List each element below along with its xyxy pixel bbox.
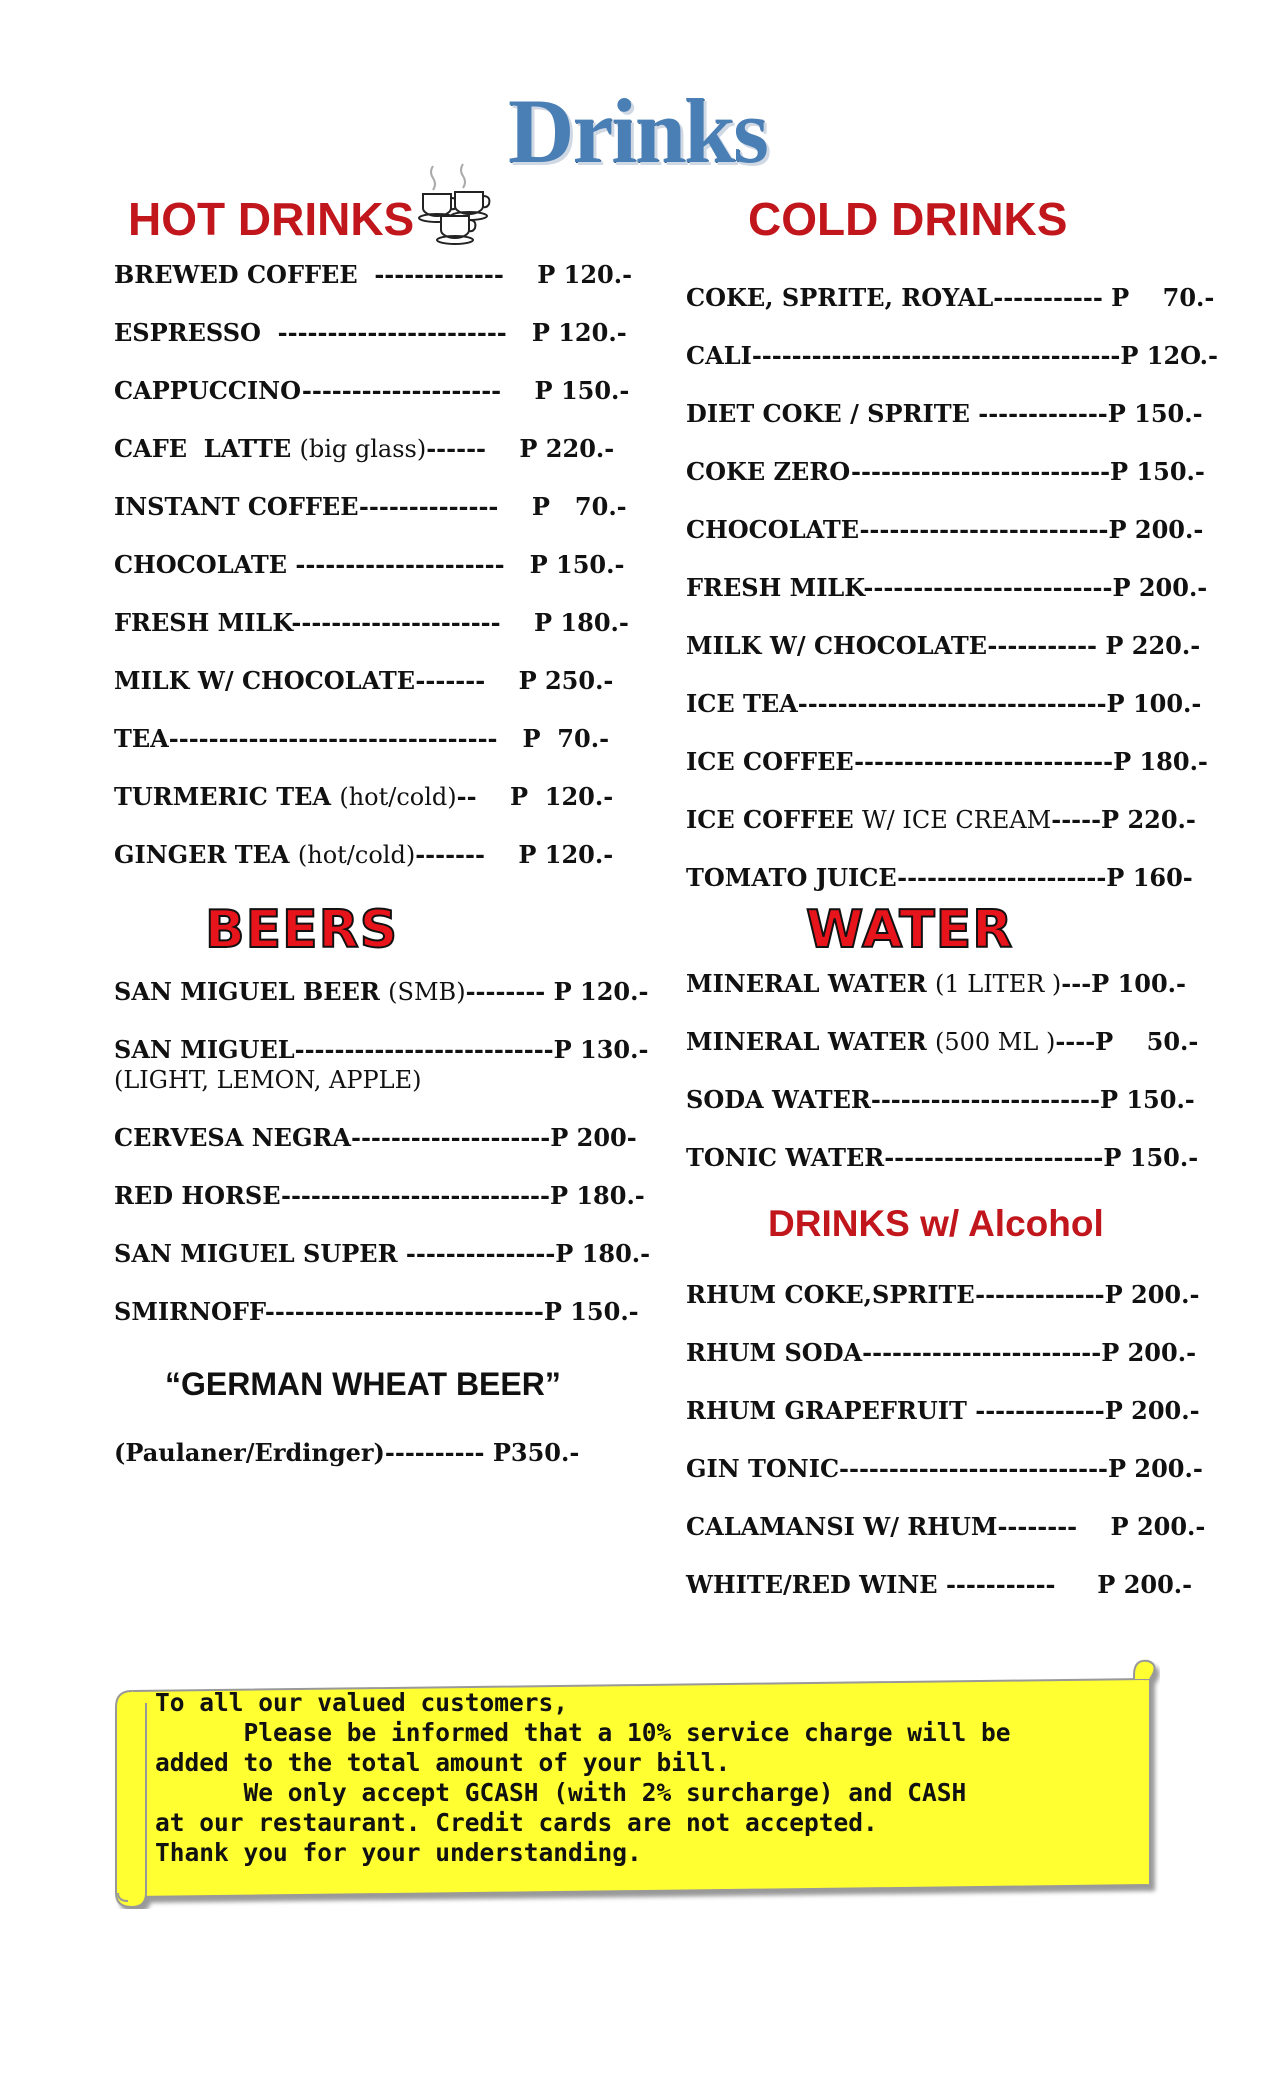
list-item: TONIC WATER----------------------P 150.- xyxy=(686,1143,1199,1172)
list-item: (Paulaner/Erdinger)---------- P350.- xyxy=(114,1438,580,1467)
list-item: MILK W/ CHOCOLATE----------- P 220.- xyxy=(686,631,1201,660)
alcohol-drinks-list xyxy=(686,1280,1205,1628)
beers-heading: BEERS xyxy=(205,900,399,960)
cold-drinks-list xyxy=(686,283,1218,921)
list-item: RHUM SODA------------------------P 200.- xyxy=(686,1338,1197,1367)
list-item: SODA WATER-----------------------P 150.- xyxy=(686,1085,1195,1114)
list-item: INSTANT COFFEE-------------- P 70.- xyxy=(114,492,627,521)
list-item: DIET COKE / SPRITE -------------P 150.- xyxy=(686,399,1203,428)
water-list xyxy=(686,969,1198,1201)
list-item: CALI-------------------------------------P 12O.- xyxy=(686,341,1218,370)
notice-line: To all our valued customers, xyxy=(155,1688,569,1717)
list-item: CALAMANSI W/ RHUM-------- P 200.- xyxy=(686,1512,1206,1541)
list-item: RHUM COKE,SPRITE-------------P 200.- xyxy=(686,1280,1200,1309)
list-item: SMIRNOFF----------------------------P 150.- xyxy=(114,1297,639,1326)
page-title: Drinks xyxy=(508,80,767,182)
list-item: TURMERIC TEA (hot/cold)-- P 120.- xyxy=(114,782,614,811)
list-item: MINERAL WATER (500 ML )----P 50.- xyxy=(686,1027,1199,1056)
list-item: GINGER TEA (hot/cold)------- P 120.- xyxy=(114,840,614,869)
list-item: ICE COFFEE W/ ICE CREAM-----P 220.- xyxy=(686,805,1196,834)
list-item: CERVESA NEGRA--------------------P 200- xyxy=(114,1123,637,1152)
list-item: FRESH MILK--------------------- P 180.- xyxy=(114,608,629,637)
coffee-cups-icon xyxy=(415,158,510,248)
notice-line: Thank you for your understanding. xyxy=(155,1838,642,1867)
german-beer-list xyxy=(114,1438,579,1468)
german-wheat-beer-heading: “GERMAN WHEAT BEER” xyxy=(165,1366,561,1402)
list-item: WHITE/RED WINE ----------- P 200.- xyxy=(686,1570,1193,1599)
water-heading: WATER xyxy=(806,900,1014,960)
list-item: TOMATO JUICE---------------------P 160- xyxy=(686,863,1193,892)
list-item: RED HORSE---------------------------P 180.- xyxy=(114,1181,645,1210)
list-item: MILK W/ CHOCOLATE------- P 250.- xyxy=(114,666,614,695)
beers-list xyxy=(114,977,650,1355)
list-item: ICE TEA-------------------------------P 100.- xyxy=(686,689,1202,718)
hot-drinks-heading: HOT DRINKS xyxy=(128,193,415,245)
list-item: SAN MIGUEL--------------------------P 130.- (LIGHT, LEMON, APPLE) xyxy=(114,1035,649,1094)
list-item: CHOCOLATE --------------------- P 150.- xyxy=(114,550,625,579)
list-item: BREWED COFFEE ------------- P 120.- xyxy=(114,260,633,289)
notice-line: added to the total amount of your bill. xyxy=(155,1748,731,1777)
notice-text xyxy=(155,1688,1135,1868)
list-item: GIN TONIC---------------------------P 200.- xyxy=(686,1454,1203,1483)
list-item: MINERAL WATER (1 LITER )---P 100.- xyxy=(686,969,1186,998)
notice-line: We only accept GCASH (with 2% surcharge) and CASH xyxy=(155,1778,967,1807)
list-item-subtext: (LIGHT, LEMON, APPLE) xyxy=(114,1066,422,1094)
list-item: CHOCOLATE-------------------------P 200.- xyxy=(686,515,1204,544)
notice-line: Please be informed that a 10% service charge will be xyxy=(155,1718,1011,1747)
alcohol-drinks-heading: DRINKS w/ Alcohol xyxy=(768,1203,1104,1244)
list-item: FRESH MILK-------------------------P 200.- xyxy=(686,573,1208,602)
list-item: CAFE LATTE (big glass)------ P 220.- xyxy=(114,434,615,463)
list-item: SAN MIGUEL BEER (SMB)-------- P 120.- xyxy=(114,977,649,1006)
list-item: COKE ZERO--------------------------P 150.- xyxy=(686,457,1205,486)
notice-line: at our restaurant. Credit cards are not accepted. xyxy=(155,1808,878,1837)
list-item: TEA--------------------------------- P 70.- xyxy=(114,724,610,753)
hot-drinks-list xyxy=(114,260,632,898)
list-item: SAN MIGUEL SUPER ---------------P 180.- xyxy=(114,1239,651,1268)
list-item: ICE COFFEE--------------------------P 180.- xyxy=(686,747,1208,776)
list-item: COKE, SPRITE, ROYAL----------- P 70.- xyxy=(686,283,1215,312)
cold-drinks-heading: COLD DRINKS xyxy=(748,193,1068,245)
list-item: ESPRESSO ----------------------- P 120.- xyxy=(114,318,627,347)
list-item: RHUM GRAPEFRUIT -------------P 200.- xyxy=(686,1396,1200,1425)
list-item: CAPPUCCINO-------------------- P 150.- xyxy=(114,376,630,405)
